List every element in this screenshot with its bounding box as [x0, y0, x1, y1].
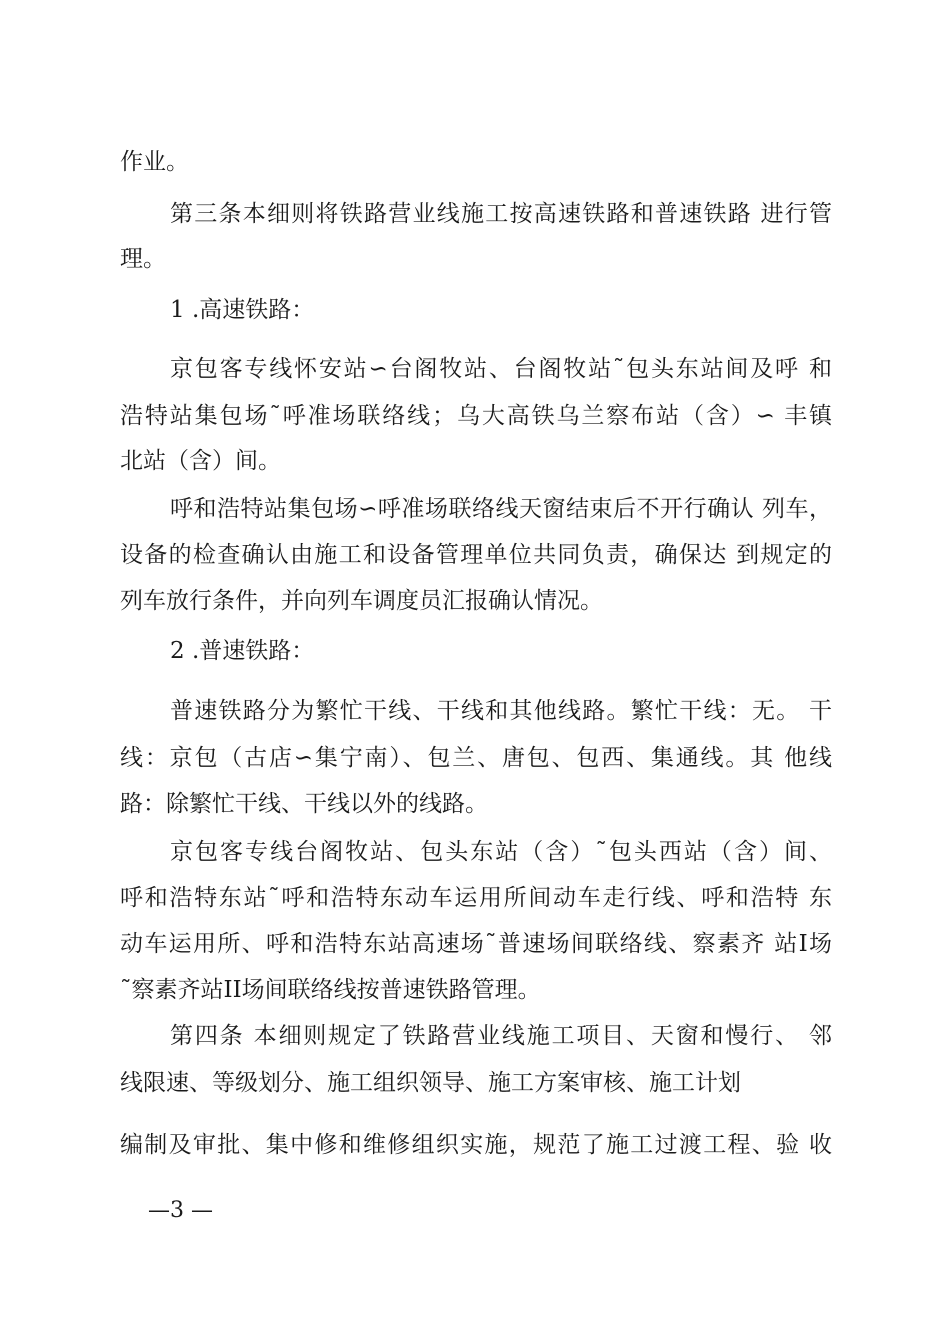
text-line: 呼和浩特站集包场∽呼准场联络线天窗结束后不开行确认 列车，: [170, 496, 832, 522]
section-heading: 1 .高速铁路：: [170, 297, 315, 323]
text-line: 京包客专线台阁牧站、包头东站（含）˜包头西站（含）间、: [170, 839, 832, 865]
text-line: 编制及审批、集中修和维修组织实施，规范了施工过渡工程、验 收: [120, 1132, 832, 1158]
text-line: 设备的检查确认由施工和设备管理单位共同负责，确保达 到规定的: [120, 542, 832, 568]
text-line: 京包客专线怀安站∽台阁牧站、台阁牧站˜包头东站间及呼 和: [170, 356, 832, 382]
page-number: —3 —: [148, 1198, 213, 1223]
text-line: 普速铁路分为繁忙干线、干线和其他线路。繁忙干线：无。 干: [170, 698, 832, 724]
text-line: 线：京包（古店∽集宁南）、包兰、唐包、包西、集通线。其 他线: [120, 745, 832, 771]
text-line: 理。: [120, 246, 166, 272]
text-line: 路：除繁忙干线、干线以外的线路。: [120, 791, 488, 817]
text-line: 呼和浩特东站˜呼和浩特东动车运用所间动车走行线、呼和浩特 东: [120, 885, 832, 911]
text-line: 线限速、等级划分、施工组织领导、施工方案审核、施工计划: [120, 1070, 741, 1096]
text-line: 作业。: [120, 149, 189, 175]
text-line: 第三条本细则将铁路营业线施工按高速铁路和普速铁路 进行管: [170, 201, 832, 227]
text-line: 动车运用所、呼和浩特东站高速场˜普速场间联络线、察素齐 站I场: [120, 931, 832, 957]
text-line: ˜察素齐站II场间联络线按普速铁路管理。: [120, 977, 541, 1003]
text-line: 列车放行条件，并向列车调度员汇报确认情况。: [120, 588, 603, 614]
section-heading: 2 .普速铁路：: [170, 638, 315, 664]
text-line: 浩特站集包场˜呼准场联络线；乌大高铁乌兰察布站（含）∽ 丰镇: [120, 403, 832, 429]
text-line: 北站（含）间。: [120, 448, 281, 474]
text-line: 第四条 本细则规定了铁路营业线施工项目、天窗和慢行、 邻: [170, 1023, 832, 1049]
